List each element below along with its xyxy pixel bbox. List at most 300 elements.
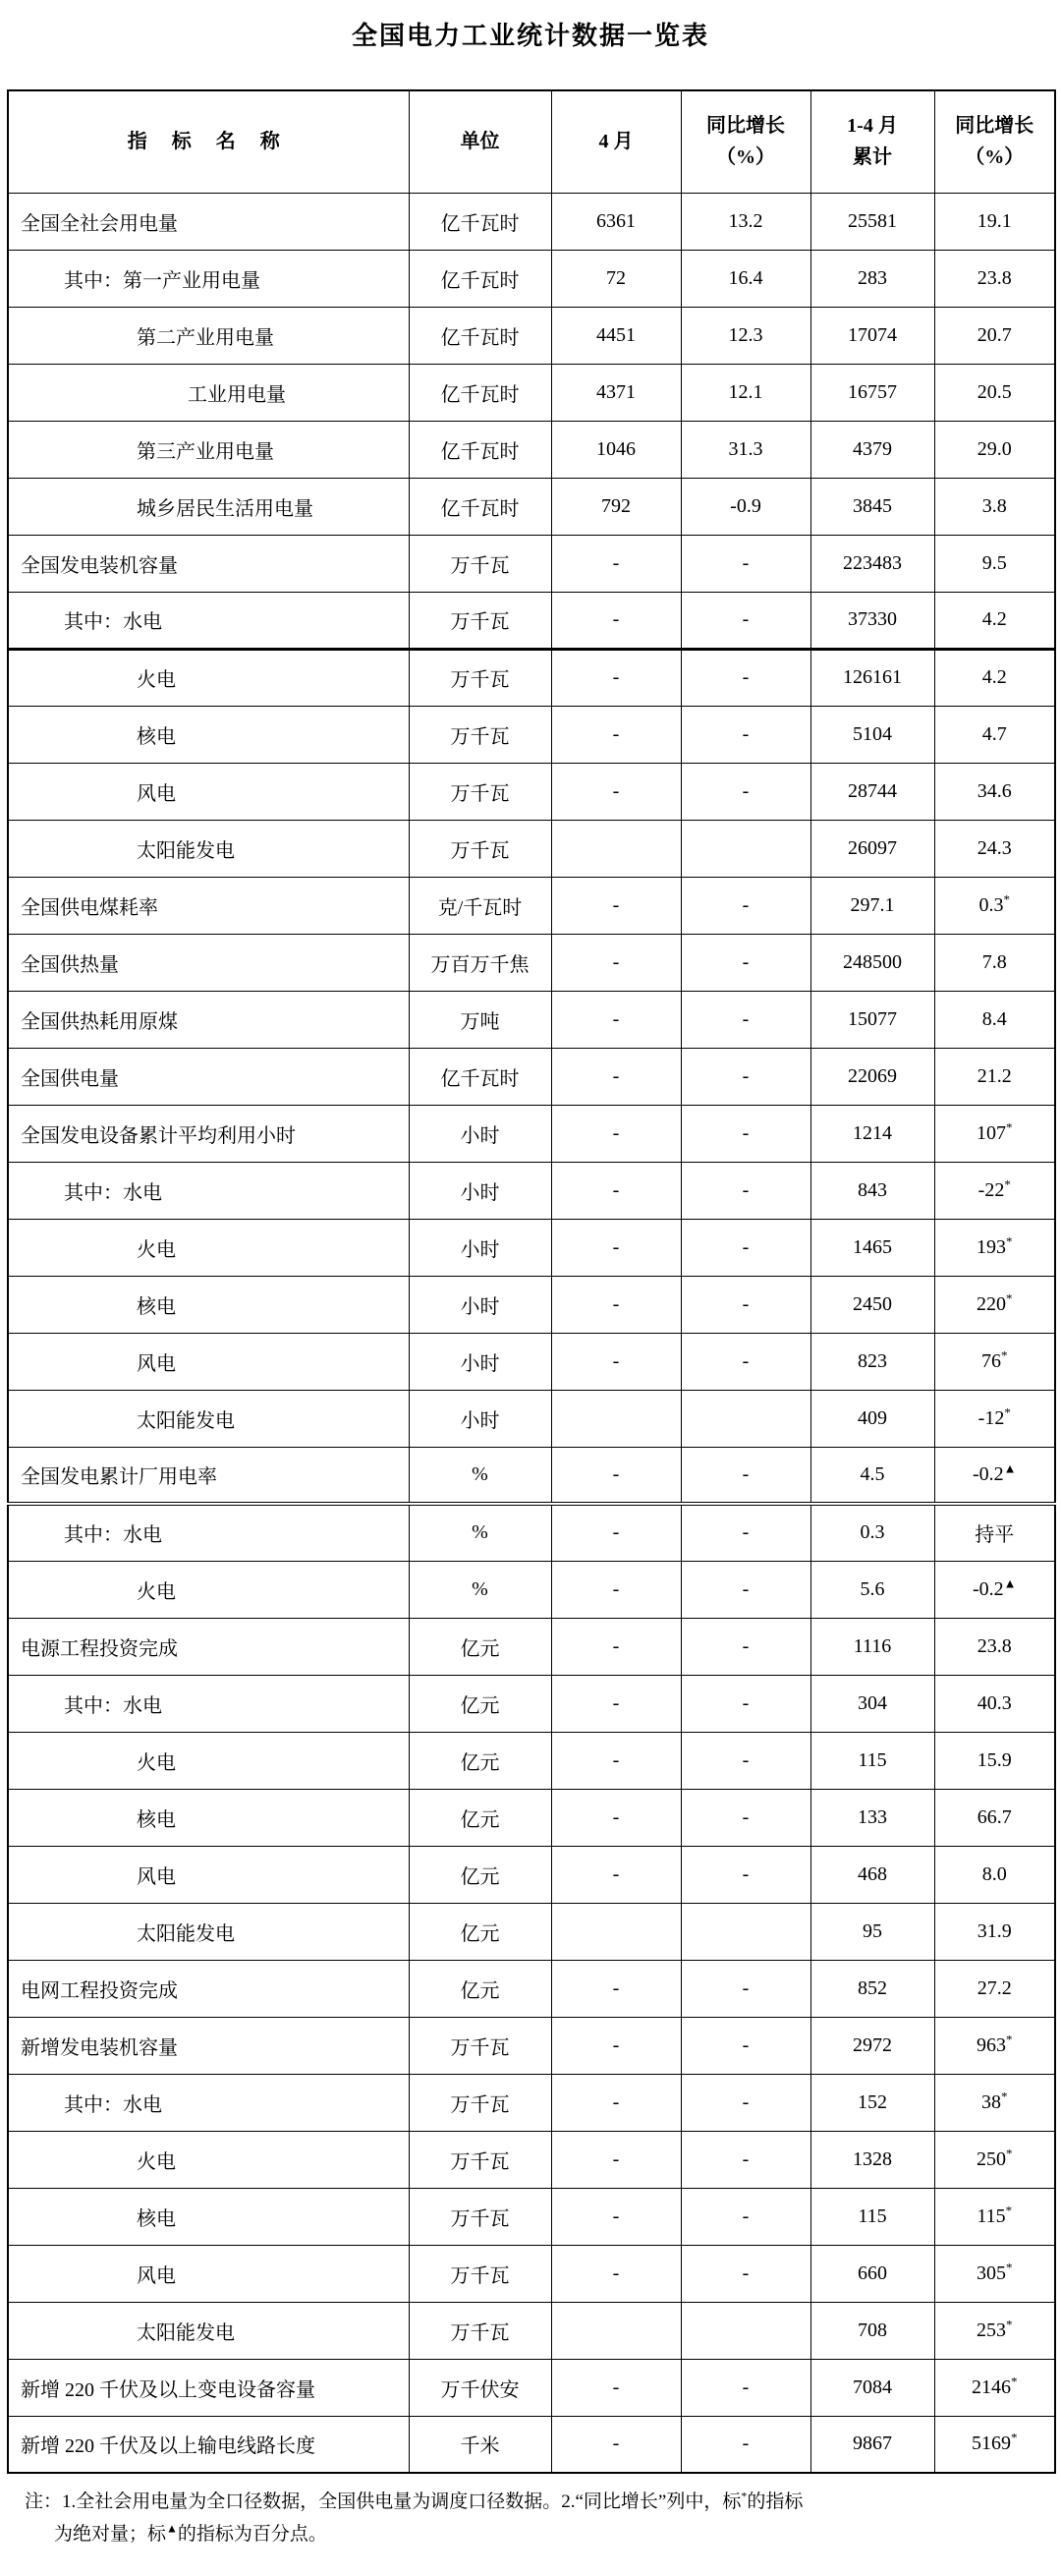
april-value-cell-text: - — [612, 779, 620, 802]
april-value-cell — [551, 193, 681, 250]
april-value-cell-text: - — [612, 2204, 620, 2227]
april-yoy-cell — [681, 877, 810, 934]
indicator-name — [8, 421, 409, 478]
col-header-unit-text: 单位 — [460, 131, 500, 153]
unit-cell — [409, 2302, 551, 2359]
cumulative-value-cell — [810, 1732, 934, 1789]
cumulative-value-cell — [810, 706, 934, 763]
april-value-cell-text: - — [612, 1862, 620, 1885]
april-value-cell-text: - — [612, 1178, 620, 1201]
unit-cell — [409, 1447, 551, 1504]
indicator-name — [8, 1447, 409, 1504]
unit-cell — [409, 364, 551, 421]
cumulative-value-cell — [810, 2131, 934, 2188]
cumulative-value-cell-text: 1465 — [853, 1235, 892, 1258]
unit-cell-text: 万千伏安 — [440, 2378, 520, 2401]
col-header-cumulative-line1: 1-4 月 — [847, 115, 898, 138]
unit-cell-text: 亿元 — [460, 1637, 500, 1660]
unit-cell — [409, 1675, 551, 1732]
indicator-name-text: 太阳能发电 — [137, 2321, 235, 2344]
indicator-name — [8, 193, 409, 250]
unit-cell — [409, 478, 551, 535]
april-yoy-cell — [681, 763, 810, 820]
april-value-cell — [551, 1789, 681, 1846]
cumulative-yoy-cell-text: 963 — [977, 2033, 1006, 2056]
page-title: 全国电力工业统计数据一览表 — [351, 22, 709, 50]
cumulative-yoy-cell — [934, 2074, 1055, 2131]
cumulative-yoy-cell-text: 38 — [981, 2090, 1001, 2113]
april-value-cell-text: - — [612, 666, 620, 688]
cumulative-value-cell — [810, 2188, 934, 2245]
unit-cell — [409, 1960, 551, 2017]
unit-cell-text: 万吨 — [460, 1010, 500, 1033]
table-row — [8, 1447, 1055, 1504]
unit-cell — [409, 2131, 551, 2188]
cumulative-yoy-cell-text: 253 — [977, 2318, 1006, 2341]
cumulative-yoy-cell — [934, 2416, 1055, 2473]
unit-cell-text: 万千瓦 — [450, 839, 510, 862]
footnote-line1 — [25, 2486, 1061, 2518]
cumulative-yoy-cell-text: 15.9 — [977, 1748, 1012, 1771]
april-yoy-cell-text: 31.3 — [728, 437, 763, 460]
indicator-name-text: 火电 — [137, 669, 176, 691]
unit-cell — [409, 763, 551, 820]
april-yoy-cell-text: - — [742, 1178, 750, 1201]
april-yoy-cell-text: - — [742, 2376, 750, 2398]
cumulative-yoy-cell-text: 3.8 — [981, 494, 1007, 517]
indicator-name-text: 其中：水电 — [64, 1524, 162, 1547]
unit-cell — [409, 592, 551, 649]
april-value-cell — [551, 2245, 681, 2302]
cumulative-yoy-cell — [934, 1219, 1055, 1276]
cumulative-value-cell — [810, 1162, 934, 1219]
april-value-cell — [551, 877, 681, 934]
cumulative-value-cell-text: 152 — [858, 2090, 887, 2113]
yoy-superscript-marker: * — [1006, 1232, 1013, 1248]
footnote-line2 — [25, 2518, 1061, 2550]
unit-cell-text: % — [472, 1462, 488, 1485]
april-yoy-cell-text: - — [742, 2433, 750, 2455]
cumulative-yoy-cell — [934, 1903, 1055, 1960]
april-value-cell-text: 4451 — [596, 323, 636, 346]
april-value-cell-text: - — [612, 1007, 620, 1030]
unit-cell-text: % — [472, 1577, 488, 1600]
april-yoy-cell — [681, 2131, 810, 2188]
april-value-cell — [551, 250, 681, 307]
indicator-name-text: 核电 — [137, 1295, 176, 1318]
cumulative-yoy-cell-text: 5169 — [972, 2433, 1011, 2455]
cumulative-value-cell — [810, 1447, 934, 1504]
unit-cell — [409, 877, 551, 934]
cumulative-value-cell-text: 2450 — [853, 1292, 892, 1315]
yoy-superscript-marker: * — [1006, 2031, 1013, 2046]
cumulative-value-cell — [810, 1504, 934, 1561]
cumulative-value-cell-text: 660 — [858, 2261, 887, 2284]
april-value-cell — [551, 1390, 681, 1447]
april-value-cell — [551, 763, 681, 820]
indicator-name — [8, 250, 409, 307]
indicator-name-text: 风电 — [137, 1865, 176, 1888]
table-row — [8, 2245, 1055, 2302]
indicator-name-text: 核电 — [137, 725, 176, 748]
cumulative-yoy-cell — [934, 1846, 1055, 1903]
table-row — [8, 250, 1055, 307]
table-row — [8, 1561, 1055, 1618]
cumulative-value-cell-text: 248500 — [843, 950, 902, 973]
table-row — [8, 2359, 1055, 2416]
april-yoy-cell-text: - — [742, 1121, 750, 1144]
cumulative-value-cell-text: 852 — [858, 1976, 887, 1999]
cumulative-value-cell — [810, 763, 934, 820]
indicator-name-text: 核电 — [137, 2207, 176, 2230]
table-row — [8, 877, 1055, 934]
unit-cell-text: 万千瓦 — [450, 669, 510, 691]
indicator-name — [8, 706, 409, 763]
col-header-yoy-month — [681, 90, 810, 193]
april-yoy-cell-text: 12.3 — [728, 323, 763, 346]
col-header-april — [551, 90, 681, 193]
cumulative-yoy-cell — [934, 364, 1055, 421]
cumulative-value-cell-text: 843 — [858, 1178, 887, 1201]
yoy-superscript-marker: * — [1011, 2373, 1018, 2388]
indicator-name — [8, 820, 409, 877]
cumulative-value-cell-text: 7084 — [853, 2376, 892, 2398]
cumulative-yoy-cell — [934, 706, 1055, 763]
indicator-name — [8, 2359, 409, 2416]
april-value-cell-text: - — [612, 1805, 620, 1828]
april-value-cell-text: - — [612, 2376, 620, 2398]
cumulative-value-cell — [810, 478, 934, 535]
indicator-name — [8, 1675, 409, 1732]
indicator-name — [8, 535, 409, 592]
indicator-name-text: 其中：水电 — [64, 611, 162, 633]
indicator-name-text: 其中：第一产业用电量 — [64, 269, 260, 292]
cumulative-value-cell — [810, 934, 934, 991]
april-yoy-cell-text: - — [742, 1634, 750, 1657]
unit-cell-text: 小时 — [460, 1181, 500, 1204]
unit-cell-text: 亿元 — [460, 1808, 500, 1831]
cumulative-yoy-cell-text: 0.3 — [978, 893, 1004, 916]
cumulative-value-cell — [810, 1675, 934, 1732]
april-value-cell-text: - — [612, 608, 620, 630]
cumulative-value-cell-text: 37330 — [848, 608, 897, 630]
april-yoy-cell-text: 16.4 — [728, 266, 763, 289]
unit-cell-text: 亿元 — [460, 1751, 500, 1774]
table-row — [8, 2188, 1055, 2245]
indicator-name — [8, 1276, 409, 1333]
cumulative-value-cell — [810, 1105, 934, 1162]
april-yoy-cell — [681, 1561, 810, 1618]
april-value-cell — [551, 535, 681, 592]
yoy-superscript-marker: * — [1003, 890, 1010, 906]
indicator-name-text: 电网工程投资完成 — [21, 1979, 178, 2002]
indicator-name — [8, 1390, 409, 1447]
indicator-name-text: 电源工程投资完成 — [21, 1637, 178, 1660]
april-value-cell — [551, 421, 681, 478]
cumulative-yoy-cell — [934, 535, 1055, 592]
april-value-cell — [551, 592, 681, 649]
unit-cell — [409, 307, 551, 364]
cumulative-yoy-cell — [934, 1504, 1055, 1561]
unit-cell-text: 万千瓦 — [450, 2036, 510, 2059]
yoy-superscript-marker: * — [1004, 1403, 1011, 1419]
table-row — [8, 1846, 1055, 1903]
cumulative-yoy-cell — [934, 649, 1055, 706]
indicator-name-text: 火电 — [137, 1238, 176, 1261]
april-yoy-cell — [681, 1618, 810, 1675]
cumulative-yoy-cell-text: 34.6 — [977, 779, 1012, 802]
unit-cell-text: 克/千瓦时 — [437, 896, 523, 919]
april-yoy-cell-text: - — [742, 608, 750, 630]
unit-cell-text: 万千瓦 — [450, 2150, 510, 2173]
april-value-cell-text: - — [612, 2147, 620, 2170]
unit-cell — [409, 1219, 551, 1276]
cumulative-yoy-cell-text: 193 — [977, 1235, 1006, 1258]
unit-cell-text: 千米 — [460, 2435, 500, 2458]
unit-cell-text: 小时 — [460, 1238, 500, 1261]
april-value-cell-text: 72 — [606, 266, 626, 289]
indicator-name — [8, 1219, 409, 1276]
cumulative-value-cell — [810, 2302, 934, 2359]
cumulative-yoy-cell — [934, 1162, 1055, 1219]
april-yoy-cell — [681, 1333, 810, 1390]
footnote-line2-text: 为绝对量；标 — [54, 2524, 167, 2545]
april-value-cell-text: - — [612, 1292, 620, 1315]
cumulative-value-cell — [810, 307, 934, 364]
indicator-name — [8, 1960, 409, 2017]
cumulative-value-cell-text: 133 — [858, 1805, 887, 1828]
april-value-cell-text: - — [612, 1521, 620, 1544]
april-yoy-cell — [681, 1219, 810, 1276]
cumulative-yoy-cell-text: 20.7 — [977, 323, 1012, 346]
indicator-name — [8, 934, 409, 991]
april-yoy-cell — [681, 535, 810, 592]
unit-cell — [409, 1903, 551, 1960]
indicator-name — [8, 649, 409, 706]
cumulative-yoy-cell — [934, 1675, 1055, 1732]
cumulative-yoy-cell-text: 4.2 — [981, 666, 1007, 688]
unit-cell-text: 亿千瓦时 — [440, 497, 520, 520]
april-value-cell-text: 6361 — [596, 209, 636, 232]
april-yoy-cell — [681, 1447, 810, 1504]
april-value-cell — [551, 2302, 681, 2359]
april-yoy-cell-text: - — [742, 1748, 750, 1771]
header-row — [8, 90, 1055, 193]
table-row — [8, 1105, 1055, 1162]
unit-cell-text: 亿千瓦时 — [440, 383, 520, 406]
table-row — [8, 1618, 1055, 1675]
april-yoy-cell — [681, 307, 810, 364]
indicator-name — [8, 1504, 409, 1561]
cumulative-yoy-cell — [934, 1618, 1055, 1675]
indicator-name-text: 太阳能发电 — [137, 1922, 235, 1945]
table-row — [8, 1390, 1055, 1447]
cumulative-value-cell-text: 708 — [858, 2318, 887, 2341]
cumulative-value-cell — [810, 592, 934, 649]
cumulative-value-cell — [810, 649, 934, 706]
cumulative-yoy-cell — [934, 2188, 1055, 2245]
col-header-unit — [409, 90, 551, 193]
indicator-name-text: 太阳能发电 — [137, 1409, 235, 1432]
cumulative-yoy-cell — [934, 2131, 1055, 2188]
april-value-cell-text: - — [612, 2033, 620, 2056]
cumulative-yoy-cell-text: 20.5 — [977, 380, 1012, 403]
april-yoy-cell — [681, 1105, 810, 1162]
col-header-yoy-cumulative — [934, 90, 1055, 193]
april-yoy-cell-text: - — [742, 893, 750, 916]
unit-cell — [409, 2416, 551, 2473]
cumulative-yoy-cell — [934, 250, 1055, 307]
indicator-name — [8, 2188, 409, 2245]
cumulative-value-cell-text: 22069 — [848, 1064, 897, 1087]
table-row — [8, 2131, 1055, 2188]
table-row — [8, 1504, 1055, 1561]
triangle-marker: ▲ — [166, 2521, 178, 2536]
april-yoy-cell-text: - — [742, 2261, 750, 2284]
unit-cell-text: 亿元 — [460, 1979, 500, 2002]
table-row — [8, 2416, 1055, 2473]
indicator-name-text: 城乡居民生活用电量 — [137, 497, 313, 520]
table-row — [8, 364, 1055, 421]
yoy-superscript-marker: ▲ — [1003, 1460, 1017, 1476]
april-value-cell — [551, 307, 681, 364]
cumulative-value-cell-text: 304 — [858, 1691, 887, 1714]
unit-cell-text: 万千瓦 — [450, 2093, 510, 2116]
april-yoy-cell — [681, 2074, 810, 2131]
april-value-cell — [551, 2188, 681, 2245]
unit-cell — [409, 1333, 551, 1390]
unit-cell — [409, 1618, 551, 1675]
cumulative-yoy-cell-text: -12 — [977, 1406, 1005, 1429]
cumulative-value-cell-text: 115 — [858, 1748, 887, 1771]
indicator-name — [8, 1846, 409, 1903]
unit-cell — [409, 2017, 551, 2074]
april-value-cell-text: - — [612, 1577, 620, 1600]
april-yoy-cell-text: - — [742, 2033, 750, 2056]
indicator-name-text: 其中：水电 — [64, 1694, 162, 1717]
cumulative-value-cell — [810, 2416, 934, 2473]
april-value-cell-text: - — [612, 893, 620, 916]
cumulative-value-cell — [810, 1846, 934, 1903]
asterisk-marker: * — [741, 2489, 748, 2503]
indicator-name-text: 全国发电设备累计平均利用小时 — [21, 1124, 296, 1147]
unit-cell — [409, 706, 551, 763]
cumulative-value-cell-text: 283 — [858, 266, 887, 289]
april-yoy-cell-text: - — [742, 1349, 750, 1372]
cumulative-yoy-cell — [934, 820, 1055, 877]
indicator-name — [8, 1618, 409, 1675]
cumulative-yoy-cell-text: 23.8 — [977, 266, 1012, 289]
april-value-cell-text: - — [612, 1235, 620, 1258]
indicator-name-text: 风电 — [137, 782, 176, 805]
april-value-cell-text: - — [612, 1349, 620, 1372]
indicator-name-text: 全国供热量 — [21, 953, 119, 976]
footnote-line1-text: 注：1.全社会用电量为全口径数据，全国供电量为调度口径数据。2.“同比增长”列中，标 — [25, 2491, 742, 2512]
cumulative-yoy-cell-text: -0.2 — [972, 1462, 1004, 1485]
april-yoy-cell — [681, 1732, 810, 1789]
table-row — [8, 1903, 1055, 1960]
april-yoy-cell — [681, 2017, 810, 2074]
footnote-line2-tail: 的指标为百分点。 — [177, 2524, 327, 2545]
unit-cell — [409, 991, 551, 1048]
indicator-name-text: 新增 220 千伏及以上输电线路长度 — [21, 2435, 315, 2458]
cumulative-value-cell — [810, 193, 934, 250]
unit-cell — [409, 649, 551, 706]
indicator-name-text: 火电 — [137, 1751, 176, 1774]
unit-cell-text: 小时 — [460, 1295, 500, 1318]
table-row — [8, 1333, 1055, 1390]
april-yoy-cell-text: 13.2 — [728, 209, 763, 232]
april-yoy-cell-text: - — [742, 551, 750, 574]
cumulative-value-cell — [810, 364, 934, 421]
april-value-cell-text: - — [612, 1462, 620, 1485]
cumulative-yoy-cell-text: 4.7 — [981, 722, 1007, 745]
unit-cell-text: 小时 — [460, 1124, 500, 1147]
april-yoy-cell — [681, 1162, 810, 1219]
cumulative-yoy-cell — [934, 991, 1055, 1048]
april-yoy-cell — [681, 1789, 810, 1846]
cumulative-yoy-cell — [934, 763, 1055, 820]
cumulative-yoy-cell — [934, 478, 1055, 535]
cumulative-value-cell-text: 1116 — [853, 1634, 892, 1657]
april-yoy-cell — [681, 2188, 810, 2245]
unit-cell-text: 万千瓦 — [450, 725, 510, 748]
unit-cell-text: 亿千瓦时 — [440, 326, 520, 349]
cumulative-yoy-cell-text: 8.4 — [981, 1007, 1007, 1030]
april-yoy-cell — [681, 1276, 810, 1333]
april-value-cell-text: - — [612, 1064, 620, 1087]
unit-cell-text: 亿千瓦时 — [440, 1067, 520, 1090]
yoy-superscript-marker: * — [1006, 2316, 1013, 2331]
table-row — [8, 2017, 1055, 2074]
table-body — [8, 193, 1055, 2473]
april-yoy-cell-text: - — [742, 2090, 750, 2113]
indicator-name-text: 其中：水电 — [64, 2093, 162, 2116]
indicator-name-text: 全国全社会用电量 — [21, 212, 178, 235]
table-row — [8, 706, 1055, 763]
table-row — [8, 2302, 1055, 2359]
indicator-name-text: 火电 — [137, 2150, 176, 2173]
yoy-superscript-marker: * — [1001, 2088, 1008, 2103]
cumulative-value-cell — [810, 535, 934, 592]
april-value-cell-text: 4371 — [596, 380, 636, 403]
indicator-name — [8, 307, 409, 364]
april-yoy-cell — [681, 820, 810, 877]
april-yoy-cell-text: - — [742, 1805, 750, 1828]
unit-cell-text: 小时 — [460, 1352, 500, 1375]
april-yoy-cell-text: - — [742, 1462, 750, 1485]
april-yoy-cell — [681, 364, 810, 421]
unit-cell-text: 亿千瓦时 — [440, 212, 520, 235]
col-header-cumulative — [810, 90, 934, 193]
indicator-name-text: 太阳能发电 — [137, 839, 235, 862]
col-header-indicator-name-text: 指 标 名 称 — [127, 131, 290, 153]
cumulative-value-cell-text: 5.6 — [860, 1577, 885, 1600]
cumulative-yoy-cell — [934, 1276, 1055, 1333]
april-yoy-cell-text: - — [742, 666, 750, 688]
april-yoy-cell — [681, 1960, 810, 2017]
cumulative-yoy-cell-text: -22 — [977, 1178, 1005, 1201]
april-yoy-cell — [681, 1504, 810, 1561]
table-header — [8, 90, 1055, 193]
cumulative-value-cell-text: 1214 — [853, 1121, 892, 1144]
april-yoy-cell-text: - — [742, 1235, 750, 1258]
cumulative-yoy-cell-text: 27.2 — [977, 1976, 1012, 1999]
cumulative-value-cell-text: 223483 — [843, 551, 902, 574]
cumulative-value-cell — [810, 2074, 934, 2131]
april-value-cell-text: - — [612, 2433, 620, 2455]
cumulative-value-cell — [810, 1960, 934, 2017]
